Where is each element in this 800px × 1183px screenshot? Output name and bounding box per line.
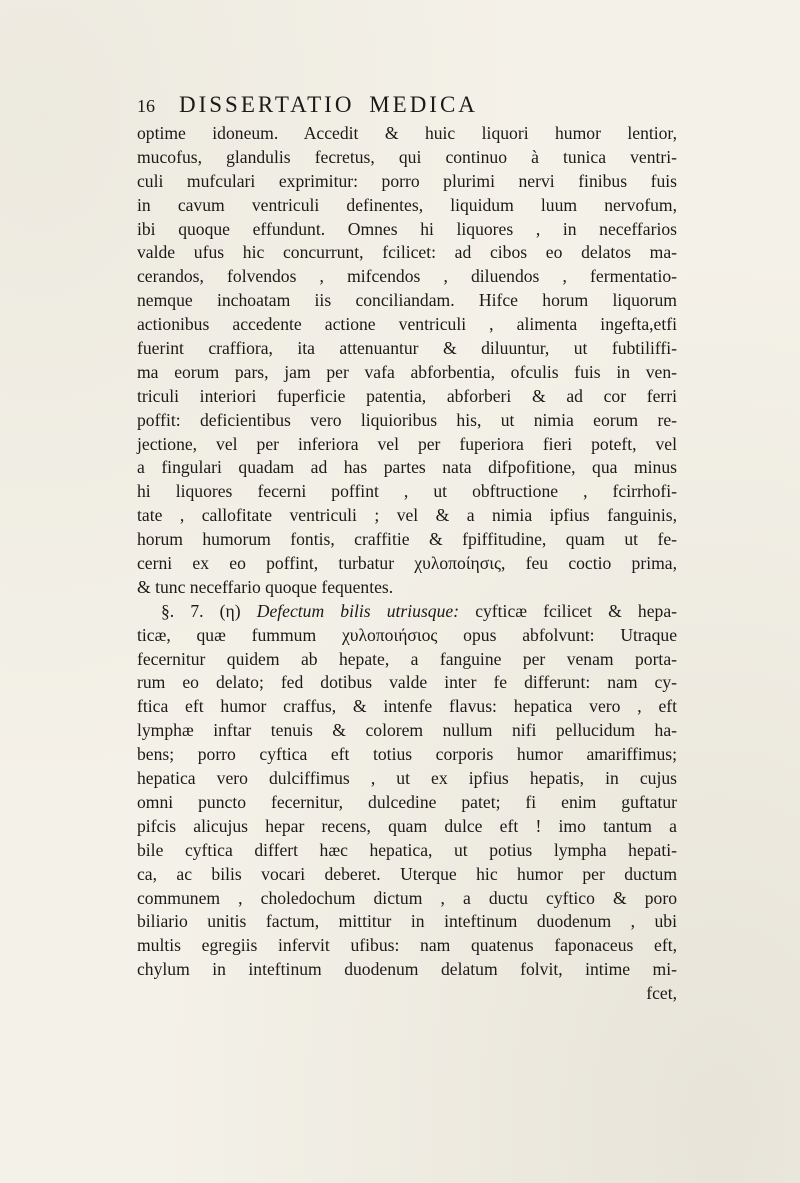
text-line: pifcis alicujus hepar recens, quam dulce eft ! imo tantum a bbox=[137, 815, 677, 836]
running-title: DISSERTATIO MEDICA bbox=[179, 92, 478, 117]
section-heading: Defectum bilis utriusque: bbox=[256, 600, 460, 621]
footnote-marker: (η) bbox=[219, 600, 241, 621]
body-text bbox=[137, 122, 677, 1006]
text-line: cerni ex eo poffint, turbatur χυλοποίησις, feu coctio prima, bbox=[137, 553, 677, 574]
text-line: multis egregiis infervit ufibus: nam quatenus faponaceus eft, bbox=[137, 935, 677, 956]
text-line: biliario unitis factum, mittitur in inteftinum duodenum , ubi bbox=[137, 911, 677, 932]
text-line: poffit: deficientibus vero liquioribus his, ut nimia eorum re- bbox=[137, 409, 677, 430]
text-line: ibi quoque effundunt. Omnes hi liquores , in neceffarios bbox=[137, 218, 677, 239]
text-line: optime idoneum. Accedit & huic liquori humor lentior, bbox=[137, 123, 677, 143]
text-line: triculi interiori fuperficie patentia, abforberi & ad cor ferri bbox=[137, 385, 677, 406]
text-line: fecernitur quidem ab hepate, a fanguine per venam porta- bbox=[137, 648, 677, 669]
text-line: bile cyftica differt hæc hepatica, ut potius lympha hepati- bbox=[137, 839, 677, 860]
text-line: horum humorum fontis, craffitie & fpiffitudine, quam ut fe- bbox=[137, 529, 677, 550]
text-line: tate , callofitate ventriculi ; vel & a nimia ipfius fanguinis, bbox=[137, 505, 677, 526]
text-line: culi mufculari exprimitur: porro plurimi nervi finibus fuis bbox=[137, 170, 677, 191]
text-line: a fingulari quadam ad has partes nata difpofitione, qua minus bbox=[137, 457, 677, 478]
text-line: bens; porro cyftica eft totius corporis humor amariffimus; bbox=[137, 744, 677, 765]
text-line: omni puncto fecernitur, dulcedine patet; fi enim guftatur bbox=[137, 791, 677, 812]
text-line: ma eorum pars, jam per vafa abforbentia, ofculis fuis in ven- bbox=[137, 361, 677, 382]
text-line: nemque inchoatam iis conciliandam. Hifce horum liquorum bbox=[137, 290, 677, 311]
section-first-line-text: cyfticæ fcilicet & hepa- bbox=[475, 600, 677, 621]
section-first-line bbox=[137, 600, 677, 624]
text-line: valde ufus hic concurrunt, fcilicet: ad cibos eo delatos ma- bbox=[137, 242, 677, 263]
catchword: fcet, bbox=[646, 983, 677, 1004]
text-line: hi liquores fecerni poffint , ut obftructione , fcirrhofi- bbox=[137, 481, 677, 502]
section-marker: §. 7. bbox=[161, 600, 204, 621]
text-line: chylum in inteftinum duodenum delatum folvit, intime mi- bbox=[137, 959, 677, 980]
text-line: fuerint craffiora, ita attenuantur & diluuntur, ut fubtiliffi- bbox=[137, 338, 677, 359]
text-line: rum eo delato; fed dotibus valde inter fe differunt: nam cy- bbox=[137, 672, 677, 693]
text-line: & tunc neceffario quoque fequentes. bbox=[137, 576, 394, 597]
text-line: hepatica vero dulciffimus , ut ex ipfius hepatis, in cujus bbox=[137, 768, 677, 789]
running-head bbox=[137, 92, 677, 120]
text-line: actionibus accedente actione ventriculi , alimenta ingefta,etfi bbox=[137, 314, 677, 335]
text-line: lymphæ inftar tenuis & colorem nullum nifi pellucidum ha- bbox=[137, 720, 677, 741]
text-line: communem , choledochum dictum , a ductu cyftico & poro bbox=[137, 887, 677, 908]
text-line: mucofus, glandulis fecretus, qui continuo à tunica ventri- bbox=[137, 146, 677, 167]
text-line: jectione, vel per inferiora vel per fuperiora fieri poteft, vel bbox=[137, 433, 677, 454]
text-line: ca, ac bilis vocari deberet. Uterque hic humor per ductum bbox=[137, 863, 677, 884]
text-line: cerandos, folvendos , mifcendos , diluendos , fermentatio- bbox=[137, 266, 677, 287]
text-line: in cavum ventriculi definentes, liquidum luum nervofum, bbox=[137, 194, 677, 215]
text-line: ticæ, quæ fummum χυλοποιήσιος opus abfolvunt: Utraque bbox=[137, 624, 677, 645]
text-line: ftica eft humor craffus, & intenfe flavus: hepatica vero , eft bbox=[137, 696, 677, 717]
page-number: 16 bbox=[137, 96, 155, 116]
